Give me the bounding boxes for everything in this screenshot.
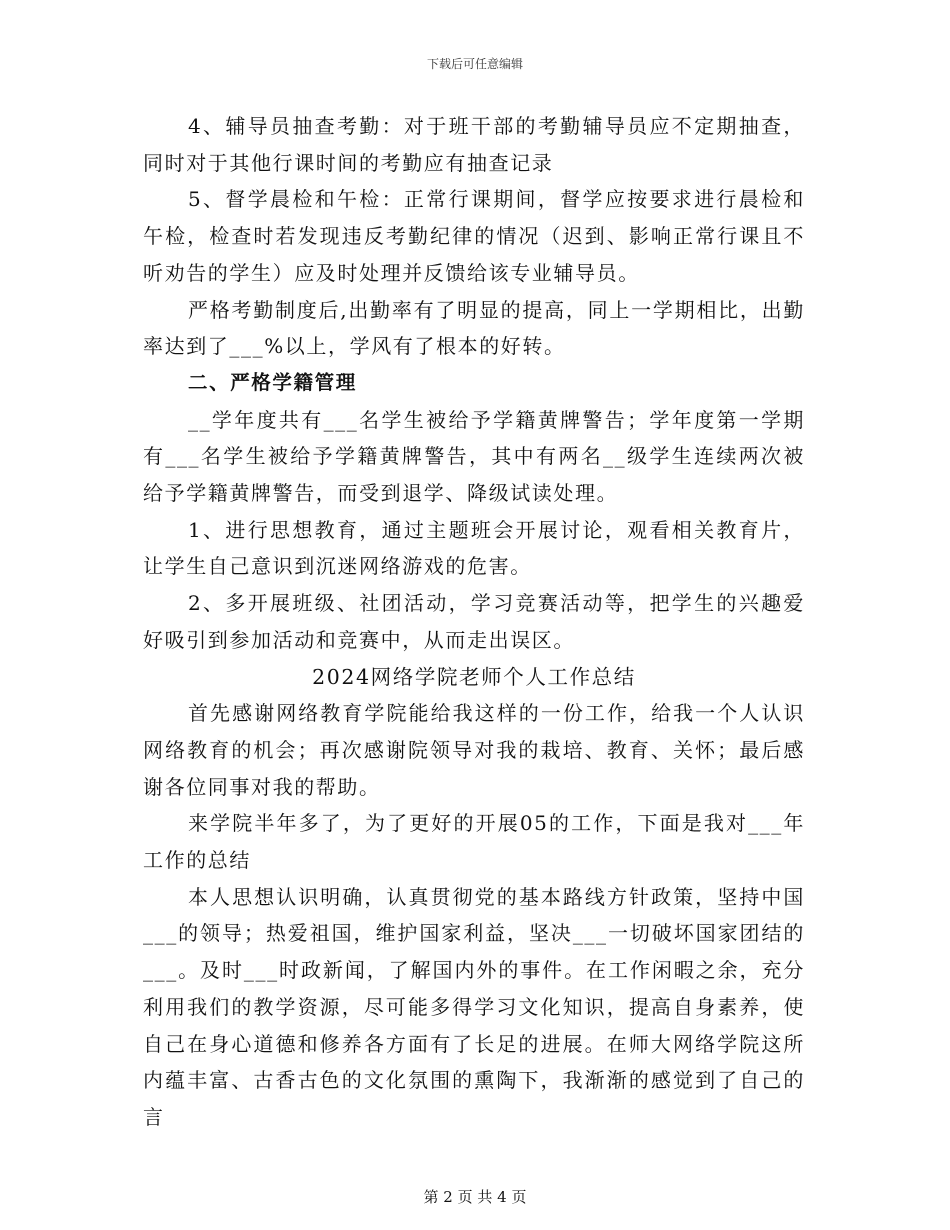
- section-heading-student-status: 二、严格学籍管理: [188, 370, 357, 394]
- paragraph-attendance-result: 严格考勤制度后,出勤率有了明显的提高，同上一学期相比，出勤率达到了___%以上，学风有了根本的好转。: [143, 297, 805, 359]
- paragraph-counselor-check: 4、辅导员抽查考勤：对于班干部的考勤辅导员应不定期抽查，同时对于其他行课时间的考勤应有抽查记录: [143, 114, 805, 175]
- paragraph-thanks: 首先感谢网络教育学院能给我这样的一份工作，给我一个人认识网络教育的机会；再次感谢院领导对我的栽培、教育、关怀；最后感谢各位同事对我的帮助。: [143, 701, 805, 799]
- page-footer: 第 2 页 共 4 页: [423, 1188, 527, 1206]
- document-title: 2024网络学院老师个人工作总结: [312, 664, 636, 689]
- paragraph-morning-noon-check: 5、督学晨检和午检：正常行课期间，督学应按要求进行晨检和午检，检查时若发现违反考勤纪律的情况（迟到、影响正常行课且不听劝告的学生）应及时处理并反馈给该专业辅导员。: [143, 187, 805, 285]
- paragraph-ideology: 本人思想认识明确，认真贯彻党的基本路线方针政策，坚持中国___的领导；热爱祖国，维护国家利益，坚决___一切破坏国家团结的___。及时___时政新闻，了解国内外的事件。在工作闲暇之余，充分利用我们的教学资源，尽可能多得学习文化知识，提高自身素养，使自己在身心道德和修养各方面有了长足的进展。在师大网络学院这所内蕴丰富、古香古色的文化氛围的熏陶下，我渐渐的感觉到了自己的言: [143, 884, 805, 1129]
- paragraph-intro: 来学院半年多了，为了更好的开展05的工作，下面是我对___年工作的总结: [143, 811, 805, 873]
- paragraph-warnings: __学年度共有___名学生被给予学籍黄牌警告；学年度第一学期有___名学生被给予学籍黄牌警告，其中有两名__级学生连续两次被给予学籍黄牌警告，而受到退学、降级试读处理。: [143, 407, 805, 506]
- page-header: 下载后可任意编辑: [426, 57, 523, 71]
- document-body: [143, 108, 805, 1136]
- paragraph-ideological-education: 1、进行思想教育，通过主题班会开展讨论，观看相关教育片，让学生自己意识到沉迷网络游戏的危害。: [143, 517, 805, 579]
- paragraph-activities: 2、多开展班级、社团活动，学习竞赛活动等，把学生的兴趣爱好吸引到参加活动和竞赛中，从而走出误区。: [143, 591, 805, 652]
